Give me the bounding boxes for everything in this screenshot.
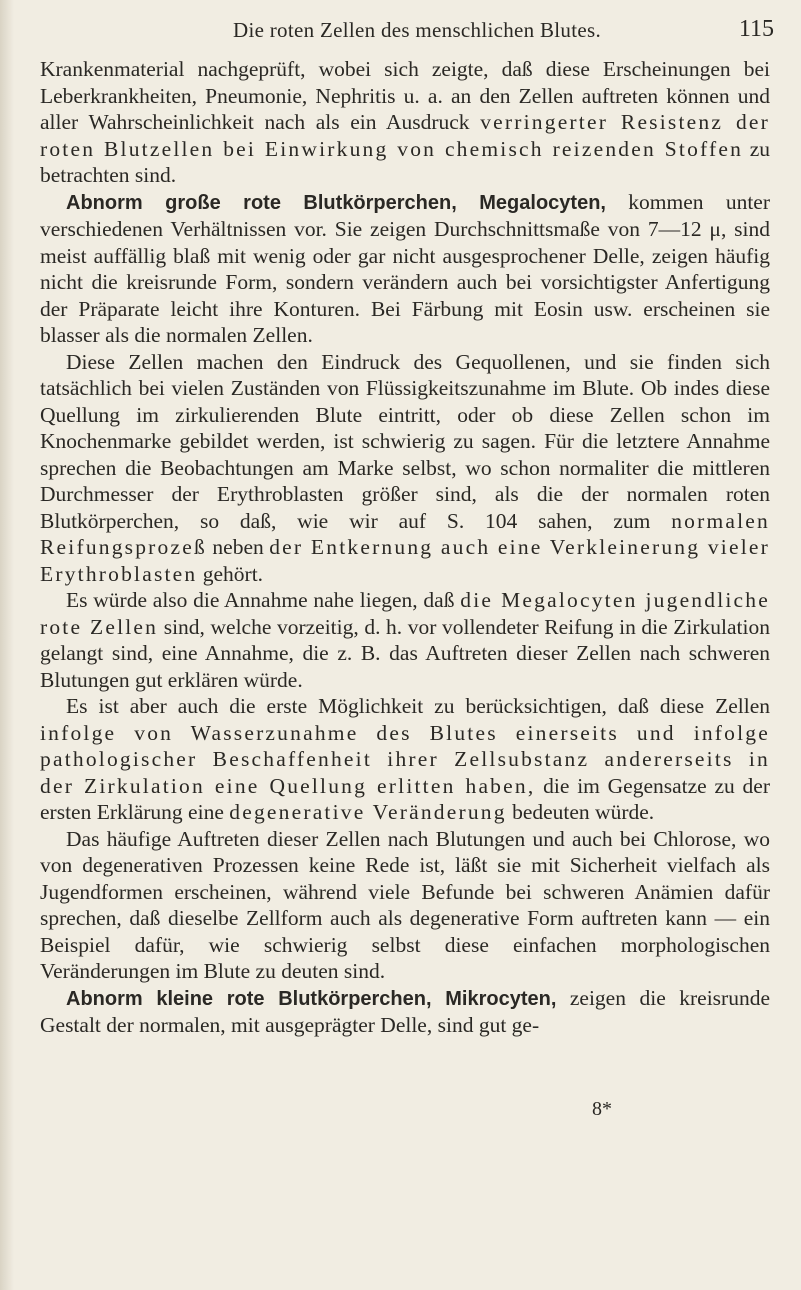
paragraph-3: Diese Zellen machen den Eindruck des Gequollenen, und sie finden sich tatsächlich bei vielen Zuständen von Flüssigkeitszunahme im Blute. Ob indes diese Quellung im zirkulierenden Blute eintritt, oder ob diese Zellen schon im Knochenmarke gebildet werden, ist schwierig zu sagen. Für die letztere Annahme sprechen die Beobachtungen am Marke selbst, wo schon normaliter die mittleren Durchmesser der Erythroblasten größer sind, als die der normalen roten Blutkörperchen, so daß, wie wir auf S. 104 sahen, zum normalen Reifungsprozeß neben der Entkernung auch eine Verkleinerung vieler Erythroblasten gehört. (40, 349, 770, 586)
page-number: 115 (738, 16, 774, 42)
section-heading-megalocyten: Abnorm große rote Blutkörperchen, Megalocyten, (66, 191, 606, 214)
sheet-signature: 8* (592, 1098, 612, 1120)
body-text (40, 56, 770, 1039)
section-heading-mikrocyten: Abnorm kleine rote Blutkörperchen, Mikrocyten, (66, 987, 557, 1010)
spaced-emphasis: die Megalocyten jugendliche rote Zellen (40, 588, 770, 639)
page-edge-shadow (0, 0, 14, 1290)
paragraph-5: Es ist aber auch die erste Möglichkeit zu berücksichtigen, daß diese Zellen infolge von Wasserzunahme des Blutes einerseits und infolge pathologischer Beschaffenheit ihrer Zellsubstanz andererseits in der Zirkulation eine Quellung erlitten haben, die im Gegensatze zu der ersten Erklärung eine degenerative Veränderung bedeuten würde. (40, 694, 770, 824)
spaced-emphasis: verringerter Resistenz der roten Blutzellen bei Einwirkung von chemisch reizenden Stoffen (40, 110, 770, 161)
running-title: Die roten Zellen des menschlichen Blutes. (232, 18, 602, 42)
spaced-emphasis: infolge von Wasserzunahme des Blutes einerseits und infolge pathologischer Beschaffenheit ihrer Zellsubstanz andererseits in der Zirkulation eine Quellung erlitten haben, (40, 720, 770, 798)
paragraph-1: Krankenmaterial nachgeprüft, wobei sich zeigte, daß diese Erscheinungen bei Leberkrankheiten, Pneumonie, Nephritis u. a. an den Zellen auftreten können und aller Wahrscheinlichkeit nach als ein Ausdruck verringerter Resistenz der roten Blutzellen bei Einwirkung von chemisch reizenden Stoffen zu betrachten sind. (40, 57, 771, 187)
spaced-emphasis: degenerative Veränderung (229, 800, 507, 824)
spaced-emphasis: der Entkernung auch eine Verkleinerung vieler Erythroblasten (40, 535, 770, 586)
spaced-emphasis: normalen Reifungsprozeß (40, 508, 770, 559)
paragraph-6: Das häufige Auftreten dieser Zellen nach Blutungen und auch bei Chlorose, wo von degenerativen Prozessen keine Rede ist, läßt sie mit Sicherheit vielfach als Jugendformen erscheinen, während viele Befunde bei schweren Anämien dafür sprechen, daß dieselbe Zellform auch als degenerative Form auftreten kann — ein Beispiel dafür, wie schwierig selbst diese einfachen morphologischen Veränderungen im Blute zu deuten sind. (40, 826, 770, 983)
running-header (60, 14, 774, 46)
paragraph-2: Abnorm große rote Blutkörperchen, Megalocyten, kommen unter verschiedenen Verhältnissen vor. Sie zeigen Durchschnittsmaße von 7—12 μ, sind meist auffällig blaß mit wenig oder gar nicht ausgesprochener Delle, zeigen häufig nicht die kreisrunde Form, sondern verändern auch bei vorsichtigster Anfertigung der Präparate leicht ihre Konturen. Bei Färbung mit Eosin usw. erscheinen sie blasser als die normalen Zellen. (40, 189, 770, 347)
paragraph-4: Es würde also die Annahme nahe liegen, daß die Megalocyten jugendliche rote Zellen sind, welche vorzeitig, d. h. vor vollendeter Reifung in die Zirkulation gelangt sind, eine Annahme, die z. B. das Auftreten dieser Zellen nach schweren Blutungen gut erklären würde. (40, 588, 770, 692)
paragraph-7: Abnorm kleine rote Blutkörperchen, Mikrocyten, zeigen die kreisrunde Gestalt der normalen, mit ausgeprägter Delle, sind gut ge- (40, 985, 770, 1037)
